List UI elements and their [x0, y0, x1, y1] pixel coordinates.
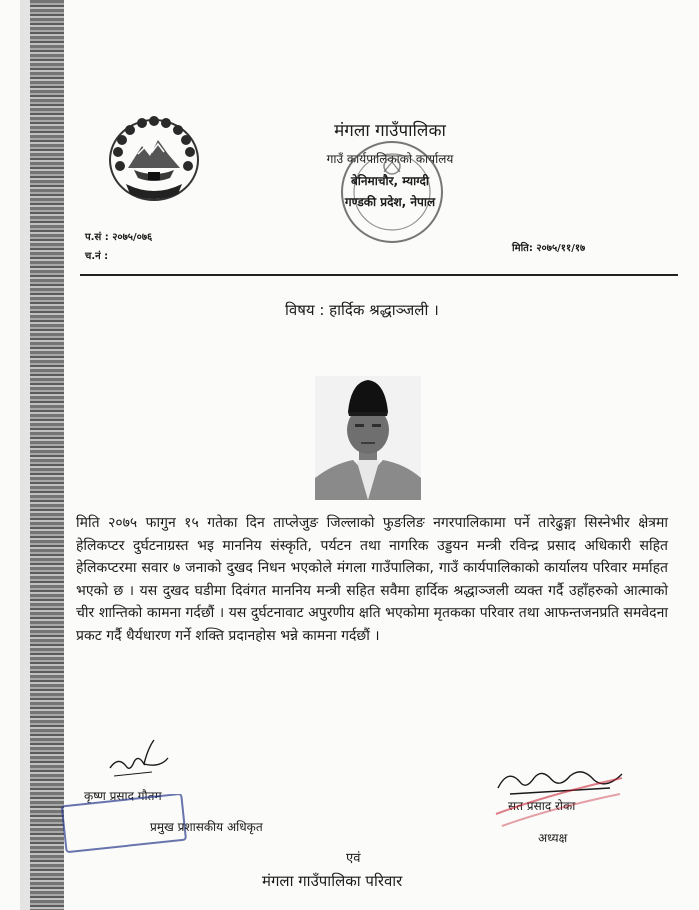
signatory-right-name: सत प्रसाद रोका: [508, 799, 576, 813]
closing-conjunction: एवं: [346, 851, 361, 866]
scan-shadow: [20, 0, 30, 910]
nepal-emblem-icon: [104, 112, 204, 207]
portrait-photo: [315, 376, 421, 500]
binding-edge: [30, 0, 64, 910]
letter-body: मिति २०७५ फागुन १५ गतेका दिन ताप्लेजुङ जिल्लाको फुङलिङ नगरपालिकामा पर्ने तारेढुङ्गा सिस्नेभीर क्षेत्रमा हेलिकप्टर दुर्घटनाग्रस्त भइ माननिय संस्कृति, पर्यटन तथा नागरिक उड्डयन मन्त्री रविन्द्र प्रसाद अधिकारी सहित हेलिकप्टरमा सवार ७ जनाको दुखद निधन भएकोले मंगला गाउँपालिका, गाउँ कार्यपालिकाको कार्यालय परिवार मर्माहत भएको छ । यस दुखद घडीमा दिवंगत माननिय मन्त्री सहित सवैमा हार्दिक श्रद्धाञ्जली व्यक्त गर्दै उहाँहरुको आत्माको चीर शान्तिको कामना गर्दछौं । यस दुर्घटनावाट अपुरणीय क्षति भएकोमा मृतकका परिवार तथा आफन्तजनप्रति समवेदना प्रकट गर्दै धैर्यधारण गर्ने शक्ति प्रदानहोस भन्ने कामना गर्दछौं ।: [76, 515, 668, 644]
signatory-left-name: कृष्ण प्रसाद गौतम: [84, 789, 162, 803]
letter-subject: विषय : हार्दिक श्रद्धाञ्जली ।: [285, 301, 439, 319]
signatory-right-title: अध्यक्ष: [538, 831, 568, 845]
office-name: गाउँ कार्यपालिकाको कार्यालय: [326, 152, 454, 166]
office-address: बेनिमाचौर, म्याग्दी: [350, 174, 430, 188]
official-stamp-right: [490, 770, 630, 830]
office-province: गण्डकी प्रदेश, नेपाल: [344, 195, 436, 209]
header-divider: [80, 274, 678, 276]
closing-family: मंगला गाउँपालिका परिवार: [262, 872, 403, 890]
office-seal-icon: [338, 138, 446, 246]
municipality-name: मंगला गाउँपालिका: [334, 121, 446, 141]
signature-left: [104, 728, 174, 788]
dispatch-number: च.नं :: [85, 251, 109, 262]
letter-date: मिति: २०७५/११/१७: [512, 243, 586, 254]
letter-number: प.सं : २०७५/०७६: [85, 232, 153, 243]
signatory-left-title: प्रमुख प्रशासकीय अधिकृत: [150, 820, 263, 834]
